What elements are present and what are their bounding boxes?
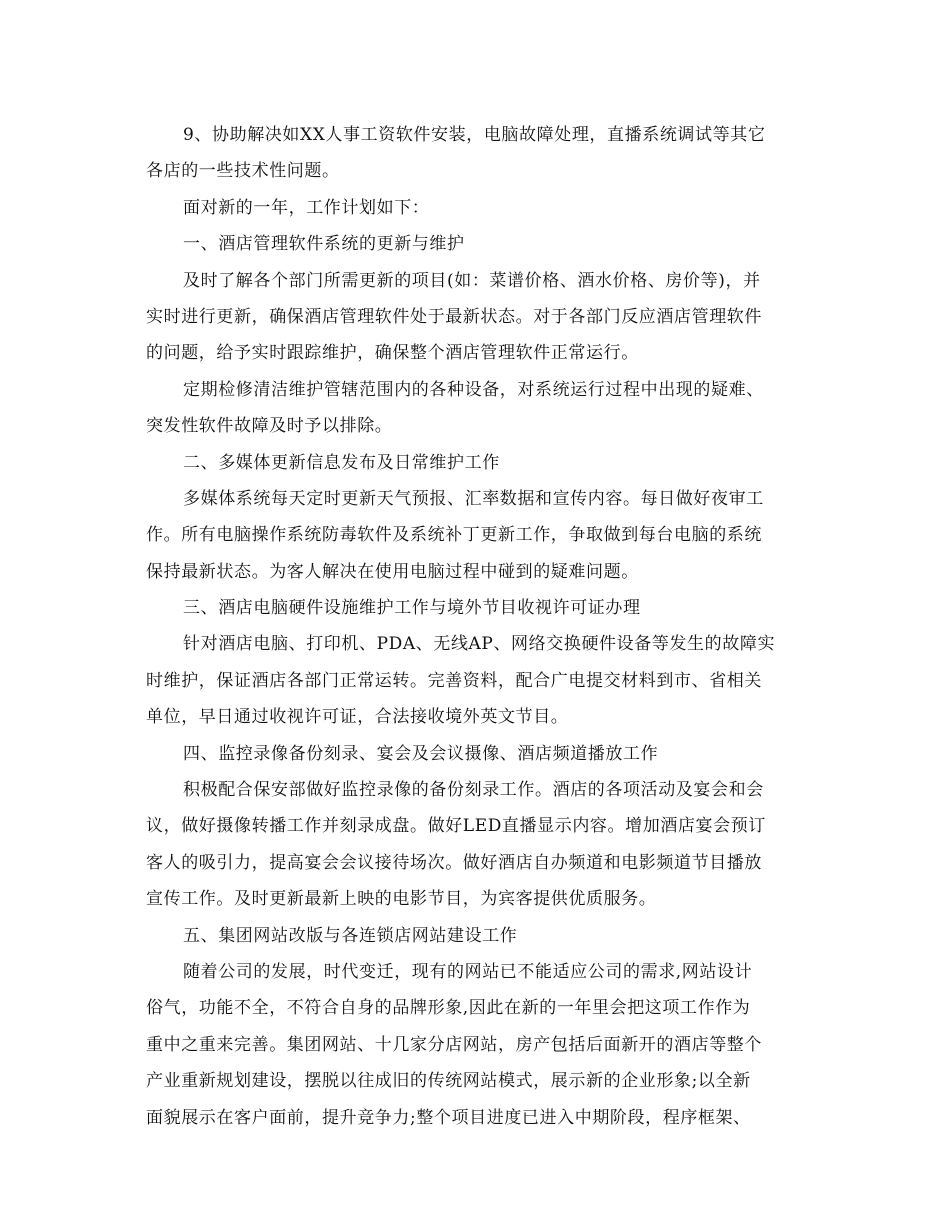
paragraph-line: 单位，早日通过收视许可证，合法接收境外英文节目。 bbox=[146, 707, 569, 728]
section-heading: 五、集团网站改版与各连锁店网站建设工作 bbox=[183, 925, 518, 946]
paragraph-line: 实时进行更新，确保酒店管理软件处于最新状态。对于各部门反应酒店管理软件 bbox=[146, 306, 762, 327]
paragraph-line: 俗气，功能不全，不符合自身的品牌形象,因此在新的一年里会把这项工作作为 bbox=[146, 998, 751, 1019]
paragraph-line: 面貌展示在客户面前，提升竞争力;整个项目进度已进入中期阶段，程序框架、 bbox=[146, 1107, 751, 1128]
paragraph-line: 客人的吸引力，提高宴会会议接待场次。做好酒店自办频道和电影频道节目播放 bbox=[146, 852, 762, 873]
section-heading: 一、酒店管理软件系统的更新与维护 bbox=[183, 234, 465, 255]
section-heading: 三、酒店电脑硬件设施维护工作与境外节目收视许可证办理 bbox=[183, 598, 641, 619]
paragraph-line: 积极配合保安部做好监控录像的备份刻录工作。酒店的各项活动及宴会和会 bbox=[183, 780, 764, 801]
paragraph-line: 的问题，给予实时跟踪维护，确保整个酒店管理软件正常运行。 bbox=[146, 343, 639, 364]
paragraph-line: 针对酒店电脑、打印机、PDA、无线AP、网络交换硬件设备等发生的故障实 bbox=[183, 634, 776, 655]
document-body bbox=[146, 117, 806, 1136]
paragraph-line: 重中之重来完善。集团网站、十几家分店网站，房产包括后面新开的酒店等整个 bbox=[146, 1034, 762, 1055]
paragraph-line: 定期检修清洁维护管辖范围内的各种设备，对系统运行过程中出现的疑难、 bbox=[183, 379, 764, 400]
paragraph-line: 时维护，保证酒店各部门正常运转。完善资料，配合广电提交材料到市、省相关 bbox=[146, 670, 762, 691]
paragraph-line: 宣传工作。及时更新最新上映的电影节目，为宾客提供优质服务。 bbox=[146, 889, 657, 910]
paragraph-line: 各店的一些技术性问题。 bbox=[146, 161, 340, 182]
paragraph-line: 突发性软件故障及时予以排除。 bbox=[146, 416, 393, 437]
paragraph-line: 随着公司的发展，时代变迁，现有的网站已不能适应公司的需求,网站设计 bbox=[183, 961, 753, 982]
paragraph-line: 9、协助解决如XX人事工资软件安装，电脑故障处理，直播系统调试等其它 bbox=[183, 125, 766, 145]
paragraph-line: 面对新的一年，工作计划如下： bbox=[183, 197, 430, 218]
section-heading: 二、多媒体更新信息发布及日常维护工作 bbox=[183, 452, 500, 473]
paragraph-line: 议，做好摄像转播工作并刻录成盘。做好LED直播显示内容。增加酒店宴会预订 bbox=[146, 816, 766, 837]
paragraph-line: 及时了解各个部门所需更新的项目(如：菜谱价格、酒水价格、房价等)，并 bbox=[183, 270, 761, 291]
paragraph-line: 保持最新状态。为客人解决在使用电脑过程中碰到的疑难问题。 bbox=[146, 561, 639, 582]
paragraph-line: 产业重新规划建设，摆脱以往成旧的传统网站模式，展示新的企业形象;以全新 bbox=[146, 1071, 751, 1092]
paragraph-line: 多媒体系统每天定时更新天气预报、汇率数据和宣传内容。每日做好夜审工 bbox=[183, 488, 764, 509]
paragraph-line: 作。所有电脑操作系统防毒软件及系统补丁更新工作，争取做到每台电脑的系统 bbox=[146, 525, 762, 546]
section-heading: 四、监控录像备份刻录、宴会及会议摄像、酒店频道播放工作 bbox=[183, 743, 659, 764]
